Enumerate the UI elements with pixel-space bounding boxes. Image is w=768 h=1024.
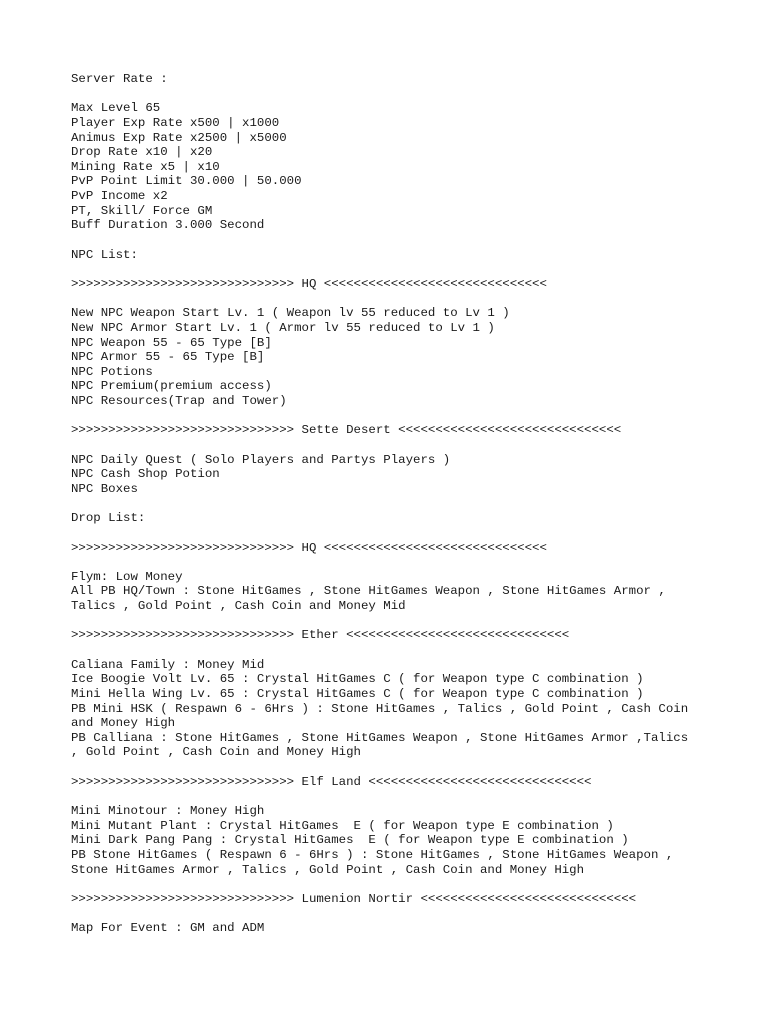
- text-line: PT, Skill/ Force GM: [71, 203, 213, 218]
- text-line: PvP Income x2: [71, 189, 168, 204]
- text-line: Player Exp Rate x500 | x1000: [71, 115, 280, 130]
- blank-line: [71, 292, 731, 307]
- blank-line: [71, 233, 731, 248]
- text-line: Ice Boogie Volt Lv. 65 : Crystal HitGames C ( for Weapon type C combination ): [71, 672, 644, 687]
- blank-line: [71, 877, 731, 892]
- blank-line: [71, 438, 731, 453]
- text-line: Drop Rate x10 | x20: [71, 145, 213, 160]
- text-line: Mining Rate x5 | x10: [71, 159, 220, 174]
- blank-line: [71, 526, 731, 541]
- text-line: Flym: Low Money: [71, 569, 183, 584]
- blank-line: [71, 87, 731, 102]
- blank-line: [71, 760, 731, 775]
- text-line: PB Stone HitGames ( Respawn 6 - 6Hrs ) : Stone HitGames , Stone HitGames Weapon ,: [71, 847, 674, 862]
- text-line: NPC Boxes: [71, 481, 138, 496]
- text-line: PvP Point Limit 30.000 | 50.000: [71, 174, 302, 189]
- blank-line: [71, 789, 731, 804]
- text-line: NPC List:: [71, 247, 138, 262]
- text-line: PB Mini HSK ( Respawn 6 - 6Hrs ) : Stone HitGames , Talics , Gold Point , Cash Coin: [71, 701, 689, 716]
- text-line: New NPC Armor Start Lv. 1 ( Armor lv 55 reduced to Lv 1 ): [71, 320, 495, 335]
- blank-line: [71, 497, 731, 512]
- text-line: NPC Daily Quest ( Solo Players and Partys Players ): [71, 452, 451, 467]
- document-body: [71, 72, 731, 936]
- text-line: Mini Mutant Plant : Crystal HitGames E ( for Weapon type E combination ): [71, 818, 614, 833]
- text-line: Stone HitGames Armor , Talics , Gold Point , Cash Coin and Money High: [71, 862, 585, 877]
- text-line: Server Rate :: [71, 72, 168, 86]
- text-line: Talics , Gold Point , Cash Coin and Money Mid: [71, 599, 406, 614]
- text-line: Mini Dark Pang Pang : Crystal HitGames E ( for Weapon type E combination ): [71, 833, 629, 848]
- section-divider: >>>>>>>>>>>>>>>>>>>>>>>>>>>>>> HQ <<<<<<<<<<<<<<<<<<<<<<<<<<<<<<: [71, 540, 547, 555]
- text-line: NPC Weapon 55 - 65 Type [B]: [71, 335, 272, 350]
- blank-line: [71, 614, 731, 629]
- text-line: NPC Potions: [71, 364, 153, 379]
- blank-line: [71, 643, 731, 658]
- section-divider: >>>>>>>>>>>>>>>>>>>>>>>>>>>>>> Sette Desert <<<<<<<<<<<<<<<<<<<<<<<<<<<<<<: [71, 423, 622, 438]
- text-line: Max Level 65: [71, 101, 161, 116]
- text-line: NPC Resources(Trap and Tower): [71, 394, 287, 409]
- text-line: Map For Event : GM and ADM: [71, 921, 265, 936]
- text-line: NPC Cash Shop Potion: [71, 467, 220, 482]
- section-divider: >>>>>>>>>>>>>>>>>>>>>>>>>>>>>> Ether <<<<<<<<<<<<<<<<<<<<<<<<<<<<<<: [71, 628, 570, 643]
- text-line: Caliana Family : Money Mid: [71, 657, 265, 672]
- text-line: NPC Premium(premium access): [71, 379, 272, 394]
- text-line: Animus Exp Rate x2500 | x5000: [71, 130, 287, 145]
- blank-line: [71, 555, 731, 570]
- text-line: New NPC Weapon Start Lv. 1 ( Weapon lv 55 reduced to Lv 1 ): [71, 306, 510, 321]
- text-line: All PB HQ/Town : Stone HitGames , Stone HitGames Weapon , Stone HitGames Armor ,: [71, 584, 666, 599]
- blank-line: [71, 409, 731, 424]
- text-line: Mini Hella Wing Lv. 65 : Crystal HitGames C ( for Weapon type C combination ): [71, 686, 644, 701]
- section-divider: >>>>>>>>>>>>>>>>>>>>>>>>>>>>>> Lumenion Nortir <<<<<<<<<<<<<<<<<<<<<<<<<<<<<: [71, 891, 637, 906]
- blank-line: [71, 262, 731, 277]
- text-line: Mini Minotour : Money High: [71, 804, 265, 819]
- text-line: Buff Duration 3.000 Second: [71, 218, 265, 233]
- text-line: and Money High: [71, 716, 176, 731]
- text-line: , Gold Point , Cash Coin and Money High: [71, 745, 361, 760]
- section-divider: >>>>>>>>>>>>>>>>>>>>>>>>>>>>>> HQ <<<<<<<<<<<<<<<<<<<<<<<<<<<<<<: [71, 276, 547, 291]
- section-divider: >>>>>>>>>>>>>>>>>>>>>>>>>>>>>> Elf Land <<<<<<<<<<<<<<<<<<<<<<<<<<<<<<: [71, 774, 592, 789]
- blank-line: [71, 907, 731, 922]
- text-line: NPC Armor 55 - 65 Type [B]: [71, 350, 265, 365]
- text-line: Drop List:: [71, 511, 146, 526]
- text-line: PB Calliana : Stone HitGames , Stone HitGames Weapon , Stone HitGames Armor ,Talics: [71, 730, 689, 745]
